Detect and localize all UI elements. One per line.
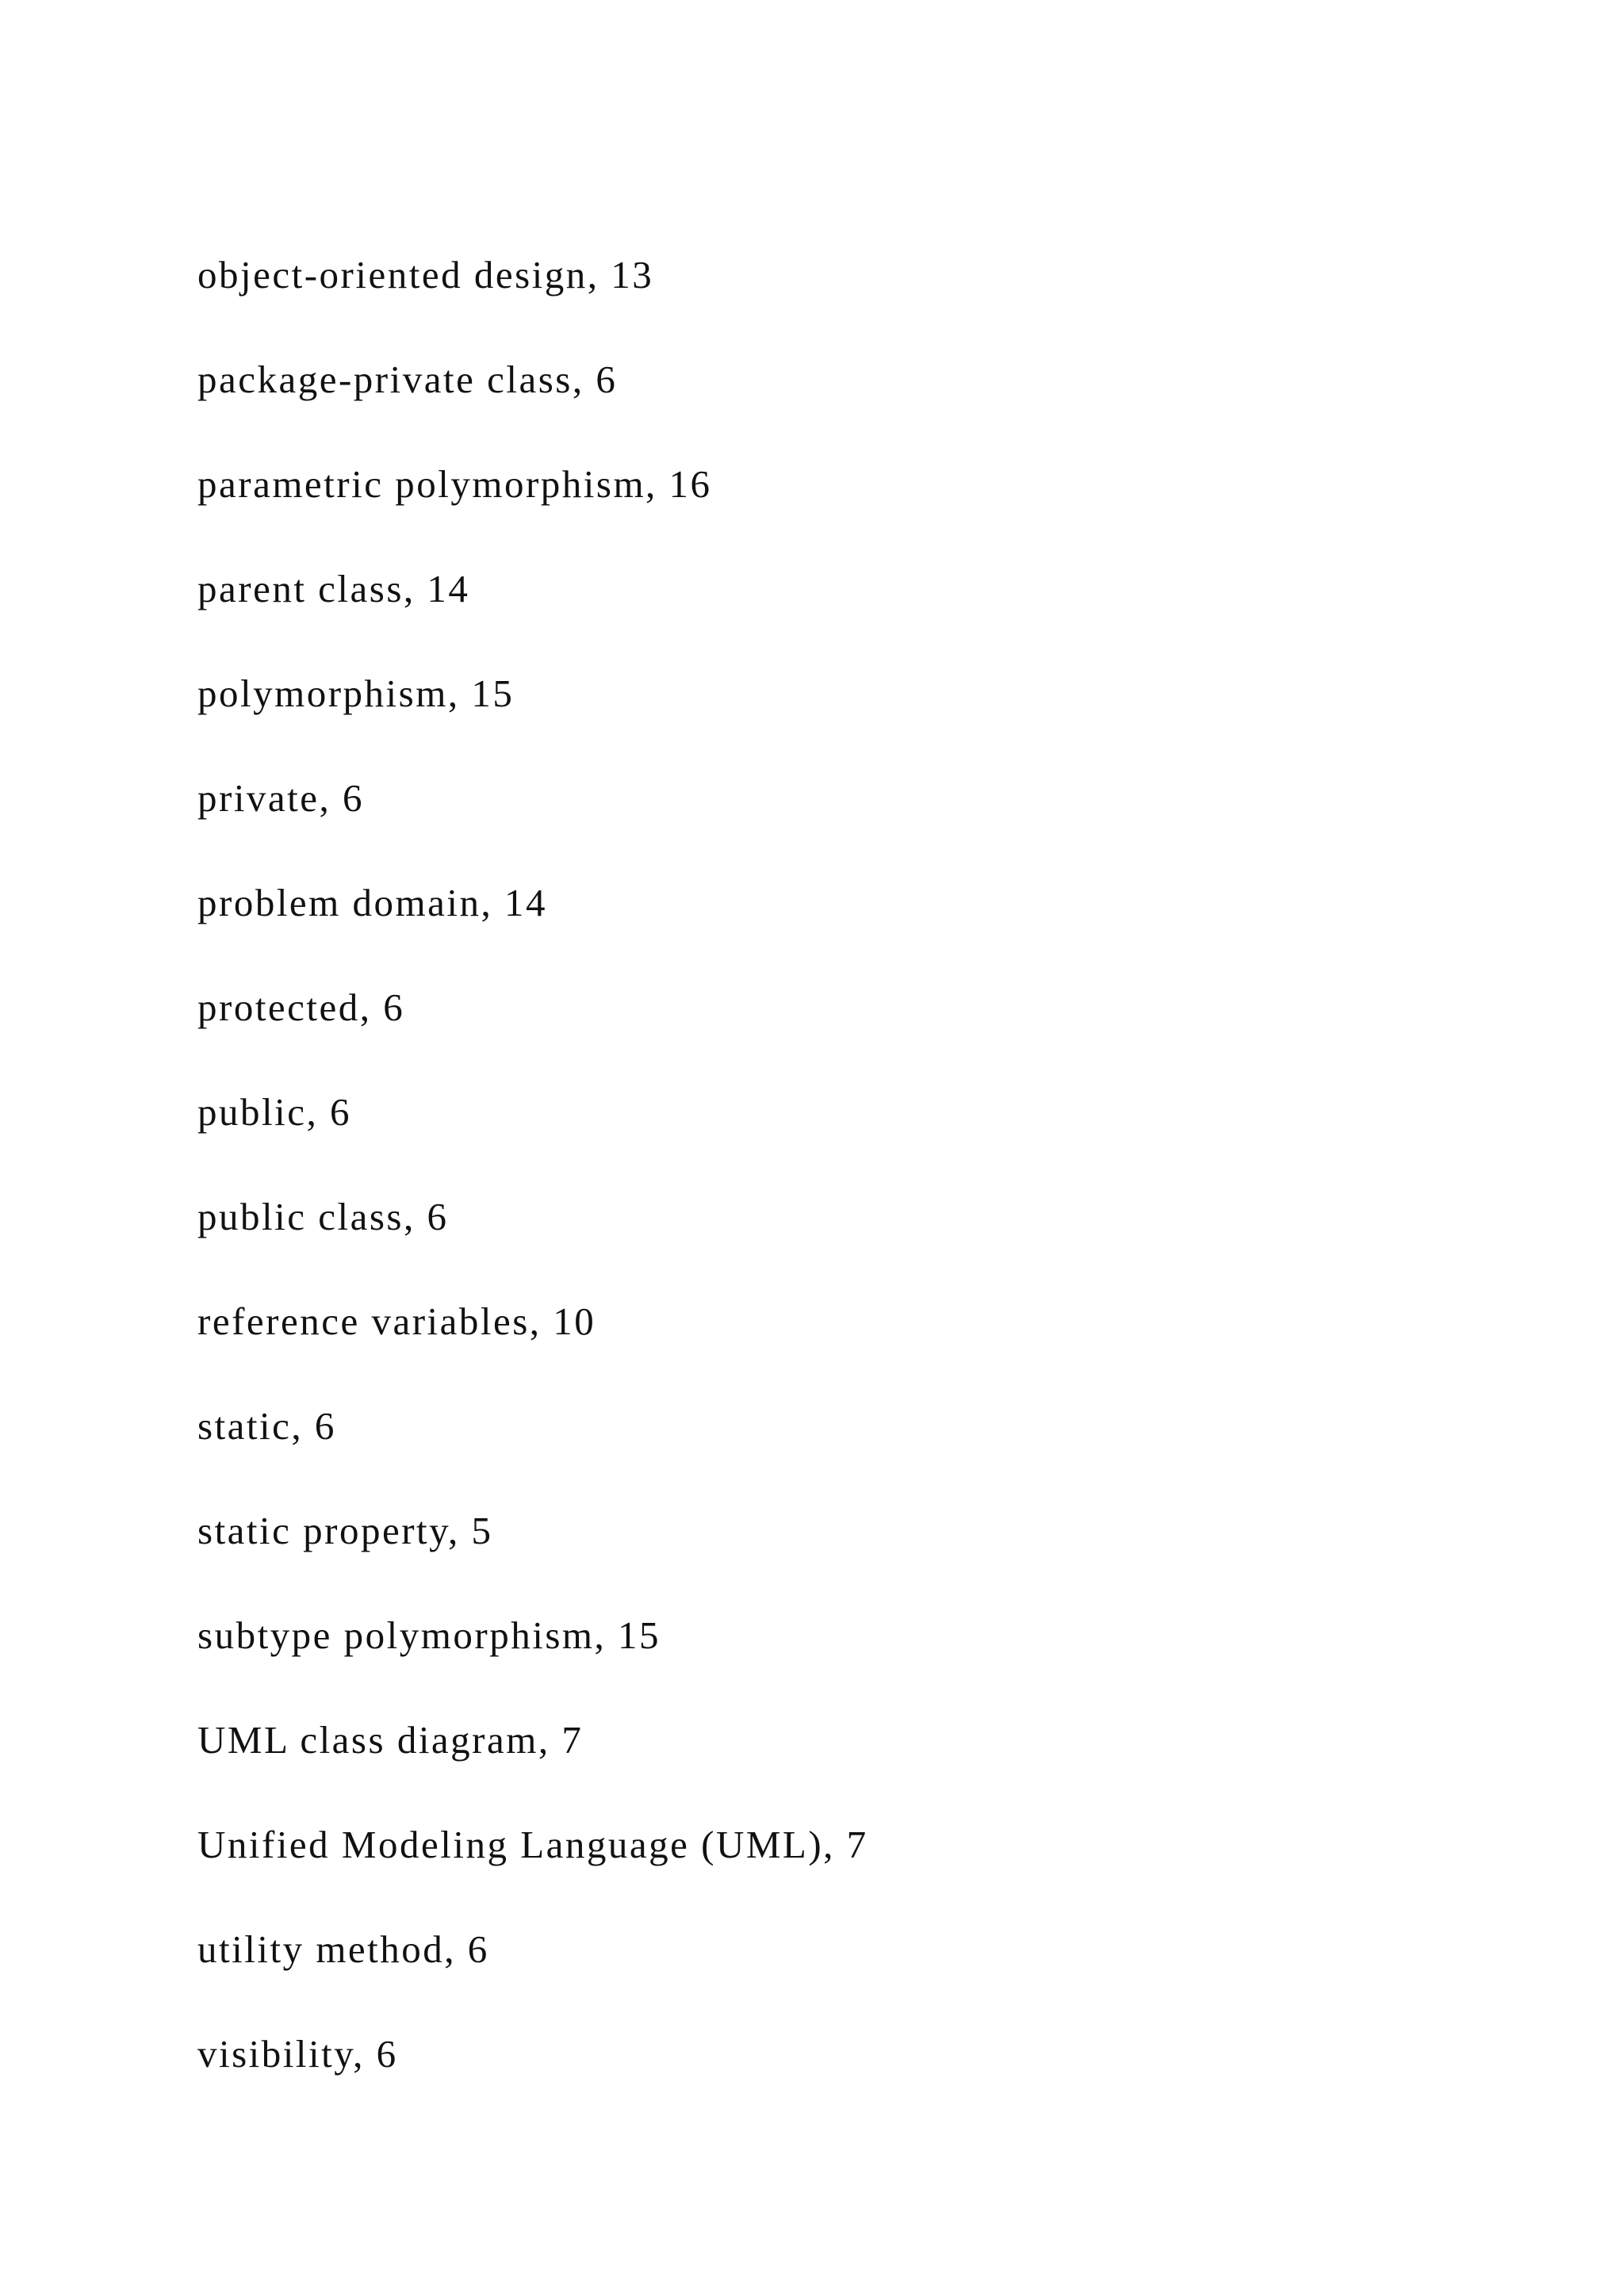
index-entry: public, 6	[197, 1090, 351, 1134]
index-entry: parent class, 14	[197, 567, 470, 610]
index-entry: visibility, 6	[197, 2032, 398, 2076]
index-entry: static, 6	[197, 1404, 336, 1448]
index-entry: protected, 6	[197, 985, 405, 1029]
index-entry: subtype polymorphism, 15	[197, 1613, 661, 1657]
index-entry: polymorphism, 15	[197, 672, 515, 715]
index-entry: problem domain, 14	[197, 881, 548, 924]
index-entry: parametric polymorphism, 16	[197, 462, 712, 506]
index-entry: reference variables, 10	[197, 1299, 596, 1343]
index-entry: static property, 5	[197, 1509, 493, 1552]
index-entry: package-private class, 6	[197, 358, 618, 401]
index-entry: utility method, 6	[197, 1927, 489, 1971]
index-entry: object-oriented design, 13	[197, 253, 654, 297]
index-entry: public class, 6	[197, 1195, 449, 1238]
index-entry: Unified Modeling Language (UML), 7	[197, 1823, 868, 1866]
index-list	[197, 247, 868, 2131]
index-entry: UML class diagram, 7	[197, 1718, 584, 1762]
index-entry: private, 6	[197, 776, 365, 820]
